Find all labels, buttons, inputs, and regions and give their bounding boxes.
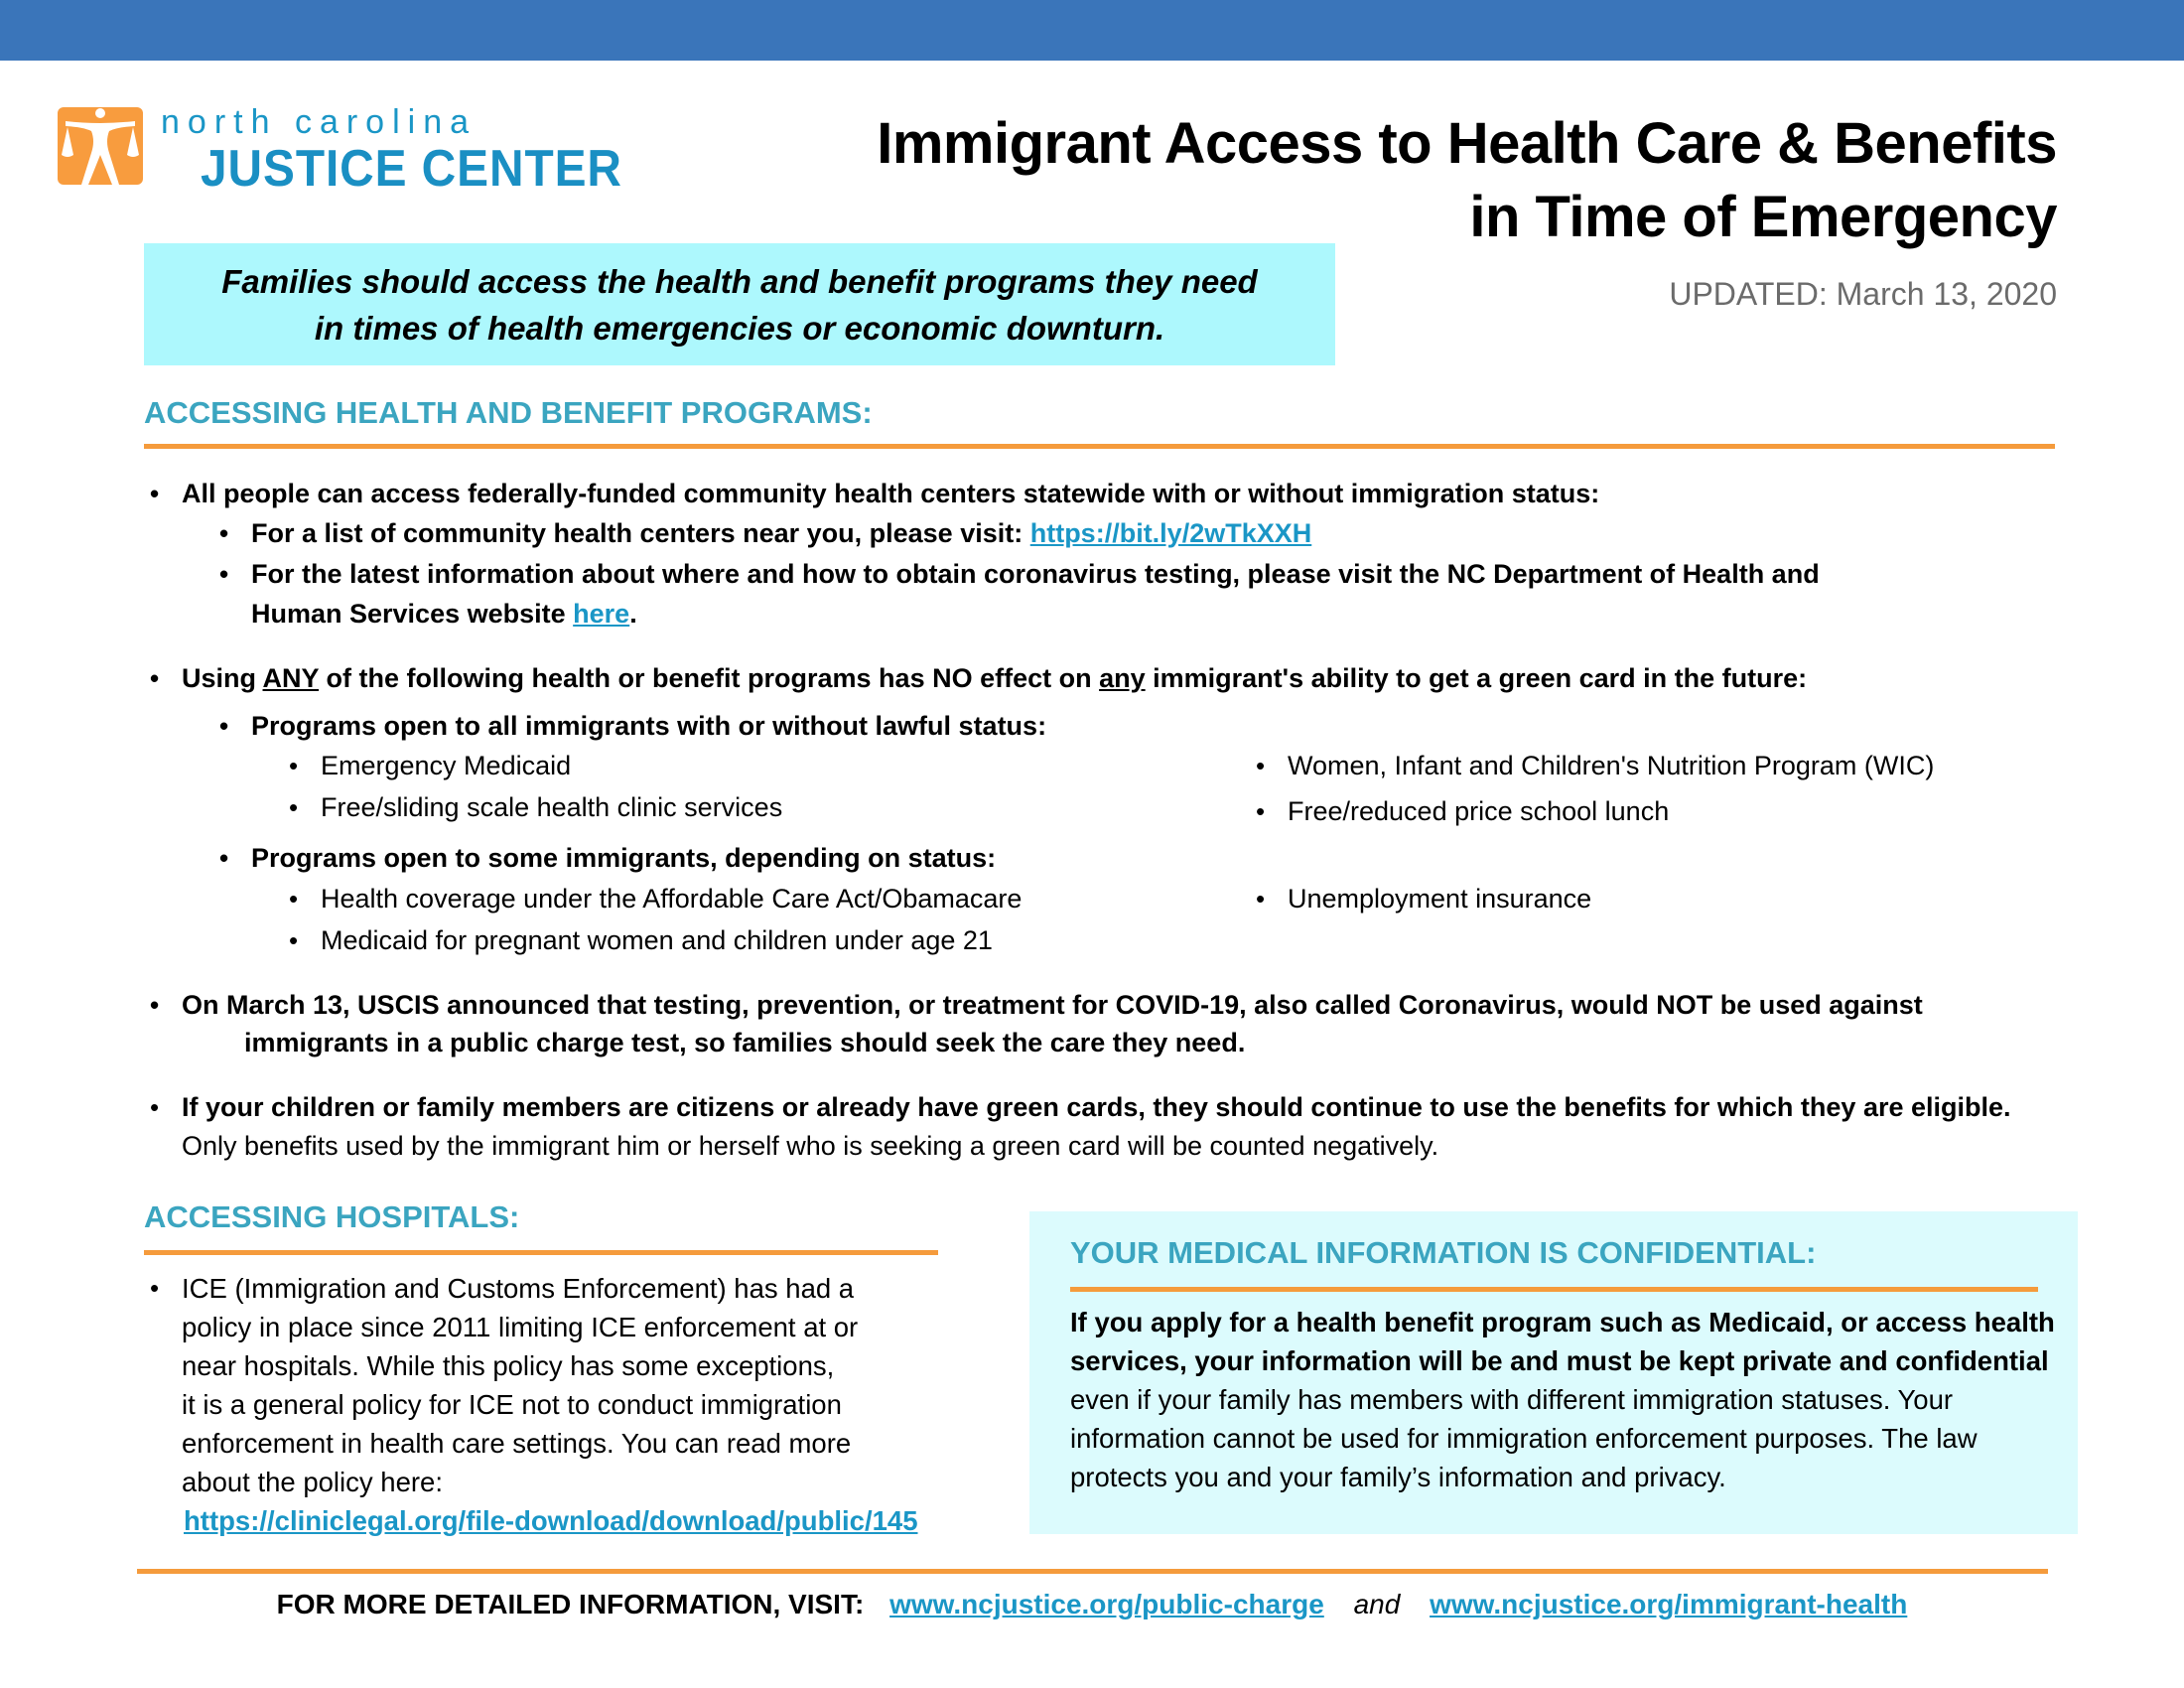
list-item: • Emergency Medicaid — [289, 751, 572, 780]
bitly-link[interactable]: https://bit.ly/2wTkXXH — [1029, 518, 1312, 548]
bullet-icon: • — [150, 479, 160, 508]
confidential-section-heading: YOUR MEDICAL INFORMATION IS CONFIDENTIAL: — [1070, 1235, 1817, 1270]
ncdhhs-here-link[interactable]: here — [573, 599, 630, 629]
logo-text-justice-center: JUSTICE CENTER — [201, 140, 622, 198]
bullet-icon: • — [1256, 796, 1266, 826]
programs-section-heading: ACCESSING HEALTH AND BENEFIT PROGRAMS: — [144, 395, 873, 430]
group-all-immigrants-label: • Programs open to all immigrants with or without lawful status: — [219, 711, 1047, 741]
bullet-icon: • — [219, 559, 229, 589]
footer-label: FOR MORE DETAILED INFORMATION, VISIT: — [276, 1589, 865, 1619]
hospitals-section-divider — [144, 1250, 938, 1255]
bullet-icon: • — [289, 925, 299, 955]
bullet-icon: • — [289, 751, 299, 780]
list-item: • Health coverage under the Affordable Care Act/Obamacare — [289, 884, 1023, 914]
page-title — [877, 107, 2057, 254]
footer-divider — [137, 1569, 2048, 1574]
bullet-icon: • — [150, 1092, 160, 1122]
confidential-section-divider — [1070, 1287, 2038, 1292]
bullet-coronavirus-testing: • For the latest information about where and how to obtain coronavirus testing, please visit the NC Department of Health and Human Services website here. — [219, 559, 1820, 629]
cliniclegal-link[interactable]: https://cliniclegal.org/file-download/download/public/145 — [184, 1505, 918, 1536]
bullet-family-benefits: • If your children or family members are citizens or already have green cards, they should continue to use the benefits for which they are eligible. Only benefits used by the immigrant him or herself who is seeking a green card will be counted negatively. — [150, 1092, 2011, 1161]
logo-text-north-carolina: north carolina — [161, 103, 478, 141]
list-item: • Free/reduced price school lunch — [1256, 796, 1670, 826]
bullet-icon: • — [289, 884, 299, 914]
hospitals-bullet: • ICE (Immigration and Customs Enforcement) has had a policy in place since 2011 limiting ICE enforcement at or near hospitals. While this policy has some exceptions, it is a general policy for ICE not to conduct immigration enforcement in health care settings. You can read more about the policy here: https://cliniclegal.org/file-download/download/public/145 — [182, 1269, 956, 1540]
bullet-health-center-list: • For a list of community health centers near you, please visit: https://bit.ly/2wTkXXH — [219, 518, 1312, 548]
bullet-icon: • — [1256, 884, 1266, 914]
public-charge-link[interactable]: www.ncjustice.org/public-charge — [889, 1589, 1324, 1619]
tagline-line-2: in times of health emergencies or economic downturn. — [314, 309, 1165, 347]
list-item: • Medicaid for pregnant women and children under age 21 — [289, 925, 993, 955]
confidential-paragraph: If you apply for a health benefit program such as Medicaid, or access health services, your information will be and must be kept private and confidential even if your family has members with different immigration statuses. Your information cannot be used for immigration enforcement purposes. The law protects you and your family’s information and privacy. — [1070, 1307, 2055, 1492]
bullet-icon: • — [289, 792, 299, 822]
title-line-2: in Time of Emergency — [1469, 185, 2057, 249]
group-some-immigrants-label: • Programs open to some immigrants, depending on status: — [219, 843, 997, 873]
immigrant-health-link[interactable]: www.ncjustice.org/immigrant-health — [1430, 1589, 1908, 1619]
bullet-icon: • — [150, 990, 160, 1020]
bullet-icon: • — [1256, 751, 1266, 780]
bullet-icon: • — [219, 711, 229, 741]
title-line-1: Immigrant Access to Health Care & Benefits — [877, 111, 2057, 176]
list-item: • Unemployment insurance — [1256, 884, 1592, 914]
updated-date: UPDATED: March 13, 2020 — [1669, 276, 2057, 312]
bullet-health-centers: • All people can access federally-funded community health centers statewide with or without immigration status: — [150, 479, 1600, 508]
list-item: • Women, Infant and Children's Nutrition Program (WIC) — [1256, 751, 1935, 780]
bullet-uscis-covid: • On March 13, USCIS announced that testing, prevention, or treatment for COVID-19, also called Coronavirus, would NOT be used against immigrants in a public charge test, so families should seek the care they need. — [150, 990, 1923, 1057]
hospitals-section-heading: ACCESSING HOSPITALS: — [144, 1199, 520, 1234]
programs-section-divider — [144, 444, 2055, 449]
tagline-line-1: Families should access the health and benefit programs they need — [221, 262, 1258, 300]
bullet-icon: • — [219, 843, 229, 873]
bullet-icon: • — [150, 663, 160, 693]
bullet-no-effect-green-card: • Using ANY of the following health or benefit programs has NO effect on any immigrant's ability to get a green card in the future: — [150, 663, 1808, 693]
footer — [0, 1589, 2184, 1620]
bullet-icon: • — [150, 1273, 160, 1303]
top-banner-bar — [0, 0, 2184, 61]
footer-and: and — [1353, 1589, 1401, 1619]
bullet-icon: • — [219, 518, 229, 548]
list-item: • Free/sliding scale health clinic services — [289, 792, 783, 822]
justice-scales-figure-icon — [58, 107, 143, 185]
tagline-box — [144, 243, 1335, 365]
